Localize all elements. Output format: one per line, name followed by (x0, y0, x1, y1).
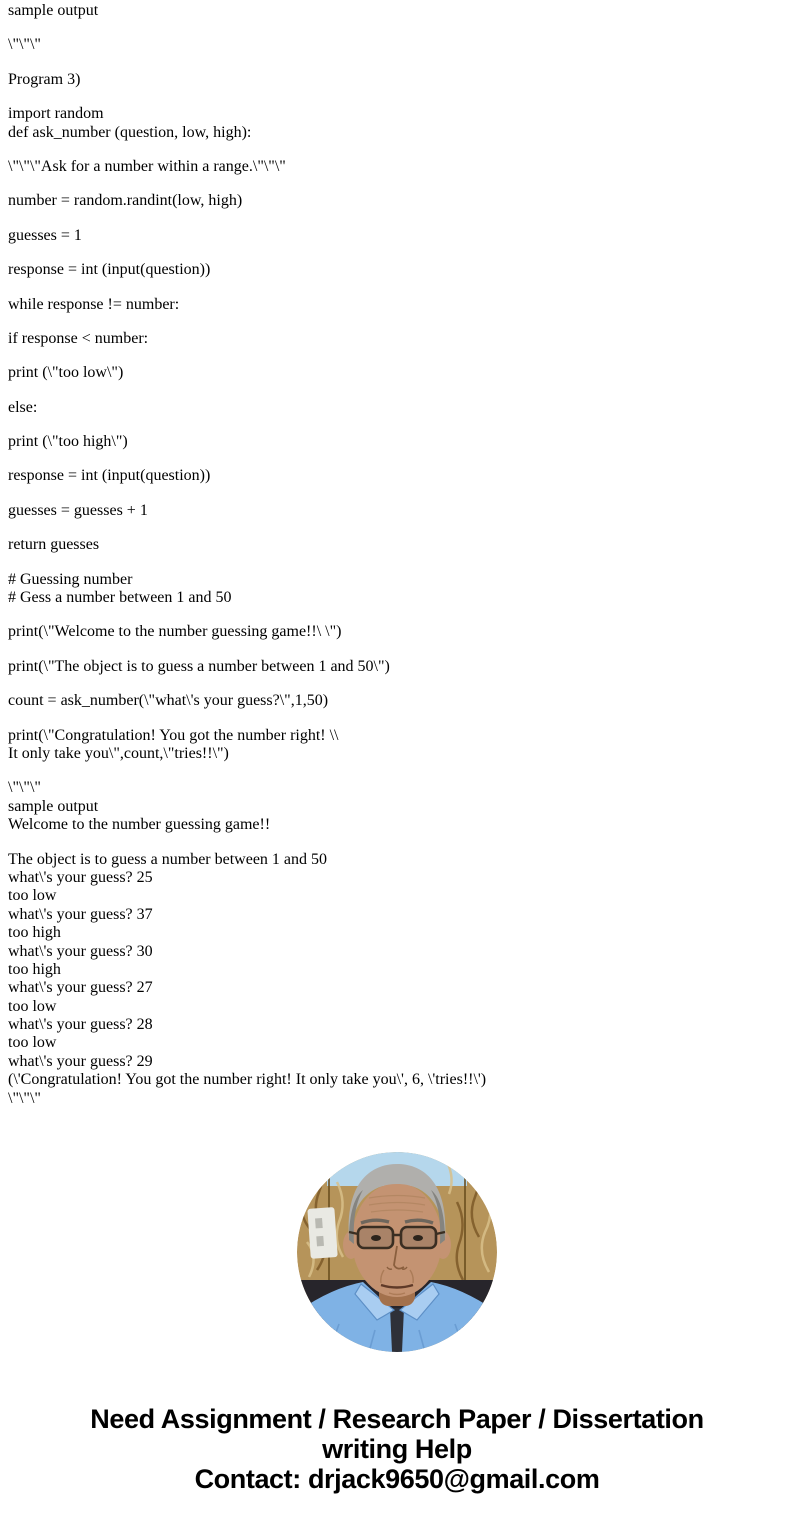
code-line: too high (8, 924, 61, 942)
code-line: count = ask_number(\"what\'s your guess?\",1,50) (8, 692, 329, 710)
code-line: too low (8, 997, 57, 1015)
code-paragraph (8, 296, 786, 314)
code-paragraph (8, 364, 786, 382)
code-paragraph (8, 261, 786, 279)
code-line: import random (8, 105, 104, 123)
code-line: too high (8, 960, 61, 978)
code-paragraph (8, 779, 786, 834)
code-paragraph (8, 227, 786, 245)
code-paragraph (8, 467, 786, 485)
code-paragraph (8, 536, 786, 554)
footer-heading (0, 1404, 794, 1494)
code-paragraph (8, 433, 786, 451)
code-line: what\'s your guess? 25 (8, 868, 153, 886)
code-line: def ask_number (question, low, high): (8, 123, 252, 141)
code-line: print(\"Welcome to the number guessing game!!\ \") (8, 623, 342, 641)
code-line: number = random.randint(low, high) (8, 192, 243, 210)
avatar (297, 1152, 497, 1352)
code-line: \"\"\" (8, 36, 41, 54)
code-line: response = int (input(question)) (8, 261, 211, 279)
switch (315, 1218, 323, 1228)
code-line: while response != number: (8, 295, 180, 313)
code-line: else: (8, 398, 38, 416)
code-paragraph (8, 330, 786, 348)
code-paragraph (8, 105, 786, 142)
code-paragraph (8, 192, 786, 210)
code-line: \"\"\" (8, 779, 41, 797)
code-paragraph (8, 502, 786, 520)
code-paragraph (8, 727, 786, 764)
code-paragraph (8, 2, 786, 20)
code-paragraph (8, 692, 786, 710)
code-line: if response < number: (8, 329, 149, 347)
tie (390, 1308, 404, 1352)
code-paragraph (8, 71, 786, 89)
code-line: \"\"\" (8, 1089, 41, 1107)
code-line: guesses = 1 (8, 226, 82, 244)
code-line: print (\"too high\") (8, 433, 128, 451)
code-line: Program 3) (8, 70, 81, 88)
code-line: too low (8, 887, 57, 905)
code-line: sample output (8, 797, 99, 815)
code-paragraph (8, 623, 786, 641)
code-line: response = int (input(question)) (8, 467, 211, 485)
code-line: It only take you\",count,\"tries!!\") (8, 744, 229, 762)
code-line: # Guessing number (8, 570, 133, 588)
portrait-photo-icon (297, 1152, 497, 1352)
code-line: what\'s your guess? 30 (8, 942, 153, 960)
switch (316, 1236, 324, 1246)
code-line: what\'s your guess? 29 (8, 1052, 153, 1070)
code-line: what\'s your guess? 27 (8, 979, 153, 997)
footer-line-2: writing Help (322, 1434, 472, 1465)
code-line: \"\"\"Ask for a number within a range.\"\"\" (8, 157, 286, 175)
code-line: guesses = guesses + 1 (8, 501, 148, 519)
code-line: return guesses (8, 536, 100, 554)
code-line: print (\"too low\") (8, 364, 124, 382)
code-paragraph (8, 571, 786, 608)
eye-right (413, 1235, 423, 1241)
code-paragraph (8, 36, 786, 54)
code-line: (\'Congratulation! You got the number right! It only take you\', 6, \'tries!!\') (8, 1071, 487, 1089)
code-line: Welcome to the number guessing game!! (8, 816, 271, 834)
code-line: The object is to guess a number between 1 and 50 (8, 850, 328, 868)
code-paragraph (8, 851, 786, 1108)
code-line: too low (8, 1034, 57, 1052)
code-paragraph (8, 399, 786, 417)
code-paragraph (8, 658, 786, 676)
code-line: print(\"The object is to guess a number between 1 and 50\") (8, 657, 390, 675)
code-line: what\'s your guess? 37 (8, 905, 153, 923)
eye-left (371, 1235, 381, 1241)
code-paragraph (8, 158, 786, 176)
code-line: print(\"Congratulation! You got the number right! \\ (8, 726, 339, 744)
code-line: # Gess a number between 1 and 50 (8, 589, 232, 607)
footer-contact-line: Contact: drjack9650@gmail.com (194, 1464, 600, 1495)
code-line: what\'s your guess? 28 (8, 1016, 153, 1034)
code-line: sample output (8, 2, 99, 19)
footer-line-1: Need Assignment / Research Paper / Dissertation (90, 1404, 704, 1435)
switch-plate (307, 1207, 337, 1259)
